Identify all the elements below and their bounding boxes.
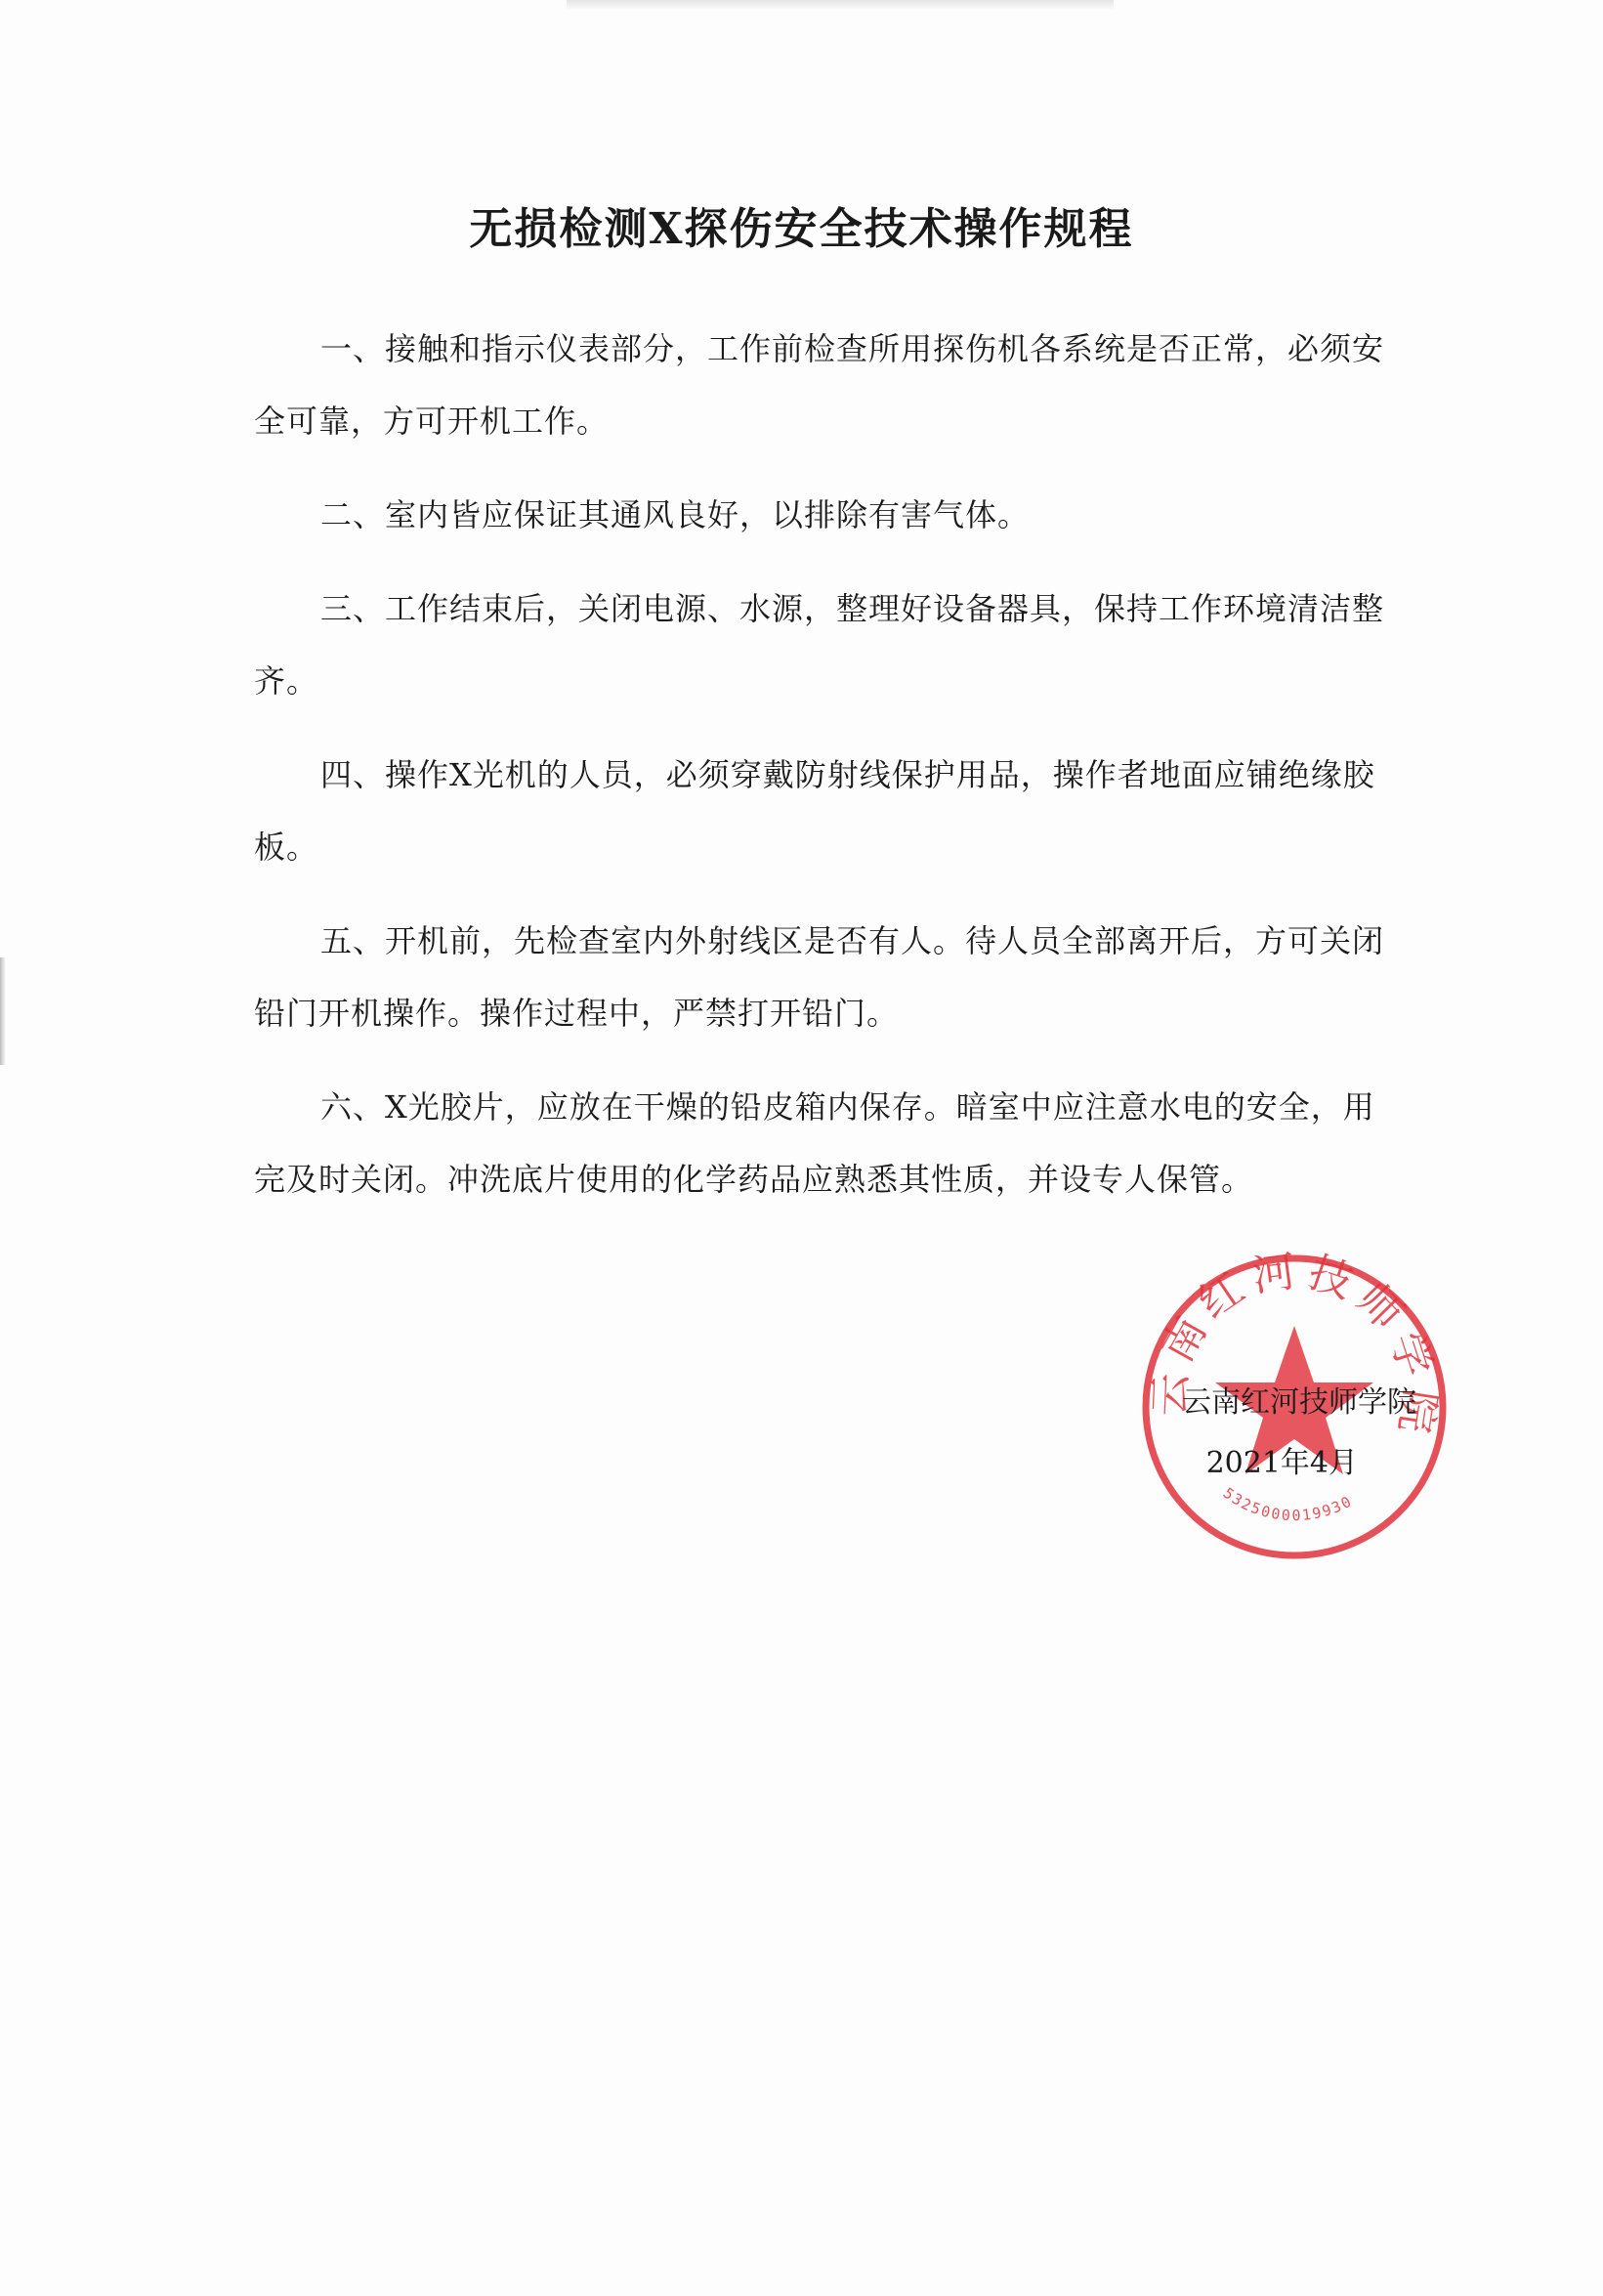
- document-title: 无损检测X探伤安全技术操作规程: [469, 204, 1134, 254]
- paragraph-3: 三、工作结束后，关闭电源、水源，整理好设备器具，保持工作环境清洁整齐。: [254, 590, 1385, 700]
- paragraph-2: 二、室内皆应保证其通风良好，以排除有害气体。: [320, 496, 1031, 533]
- scan-edge-left: [0, 957, 6, 1065]
- signing-date: 2021年4月: [1205, 1446, 1358, 1480]
- seal-code-text: 5325000019930: [1219, 1483, 1356, 1525]
- document-body: [254, 313, 1387, 1237]
- scan-edge-top: [567, 0, 1114, 10]
- paragraph-6: 六、X光胶片，应放在干燥的铅皮箱内保存。暗室中应注意水电的安全，用完及时关闭。冲洗底片使用的化学药品应熟悉其性质，并设专人保管。: [254, 1088, 1375, 1198]
- signing-organization: 云南红河技师学院: [1182, 1385, 1416, 1420]
- paragraph-1: 一、接触和指示仪表部分，工作前检查所用探伤机各系统是否正常，必须安全可靠，方可开机工作。: [254, 330, 1385, 440]
- seal-arc-text: 云南红河技师学院: [1145, 1246, 1446, 1444]
- signature-block: [1123, 1373, 1416, 1494]
- paragraph-5: 五、开机前，先检查室内外射线区是否有人。待人员全部离开后，方可关闭铅门开机操作。操作过程中，严禁打开铅门。: [254, 922, 1385, 1032]
- paragraph-4: 四、操作X光机的人员，必须穿戴防射线保护用品，操作者地面应铺绝缘胶板。: [254, 756, 1375, 866]
